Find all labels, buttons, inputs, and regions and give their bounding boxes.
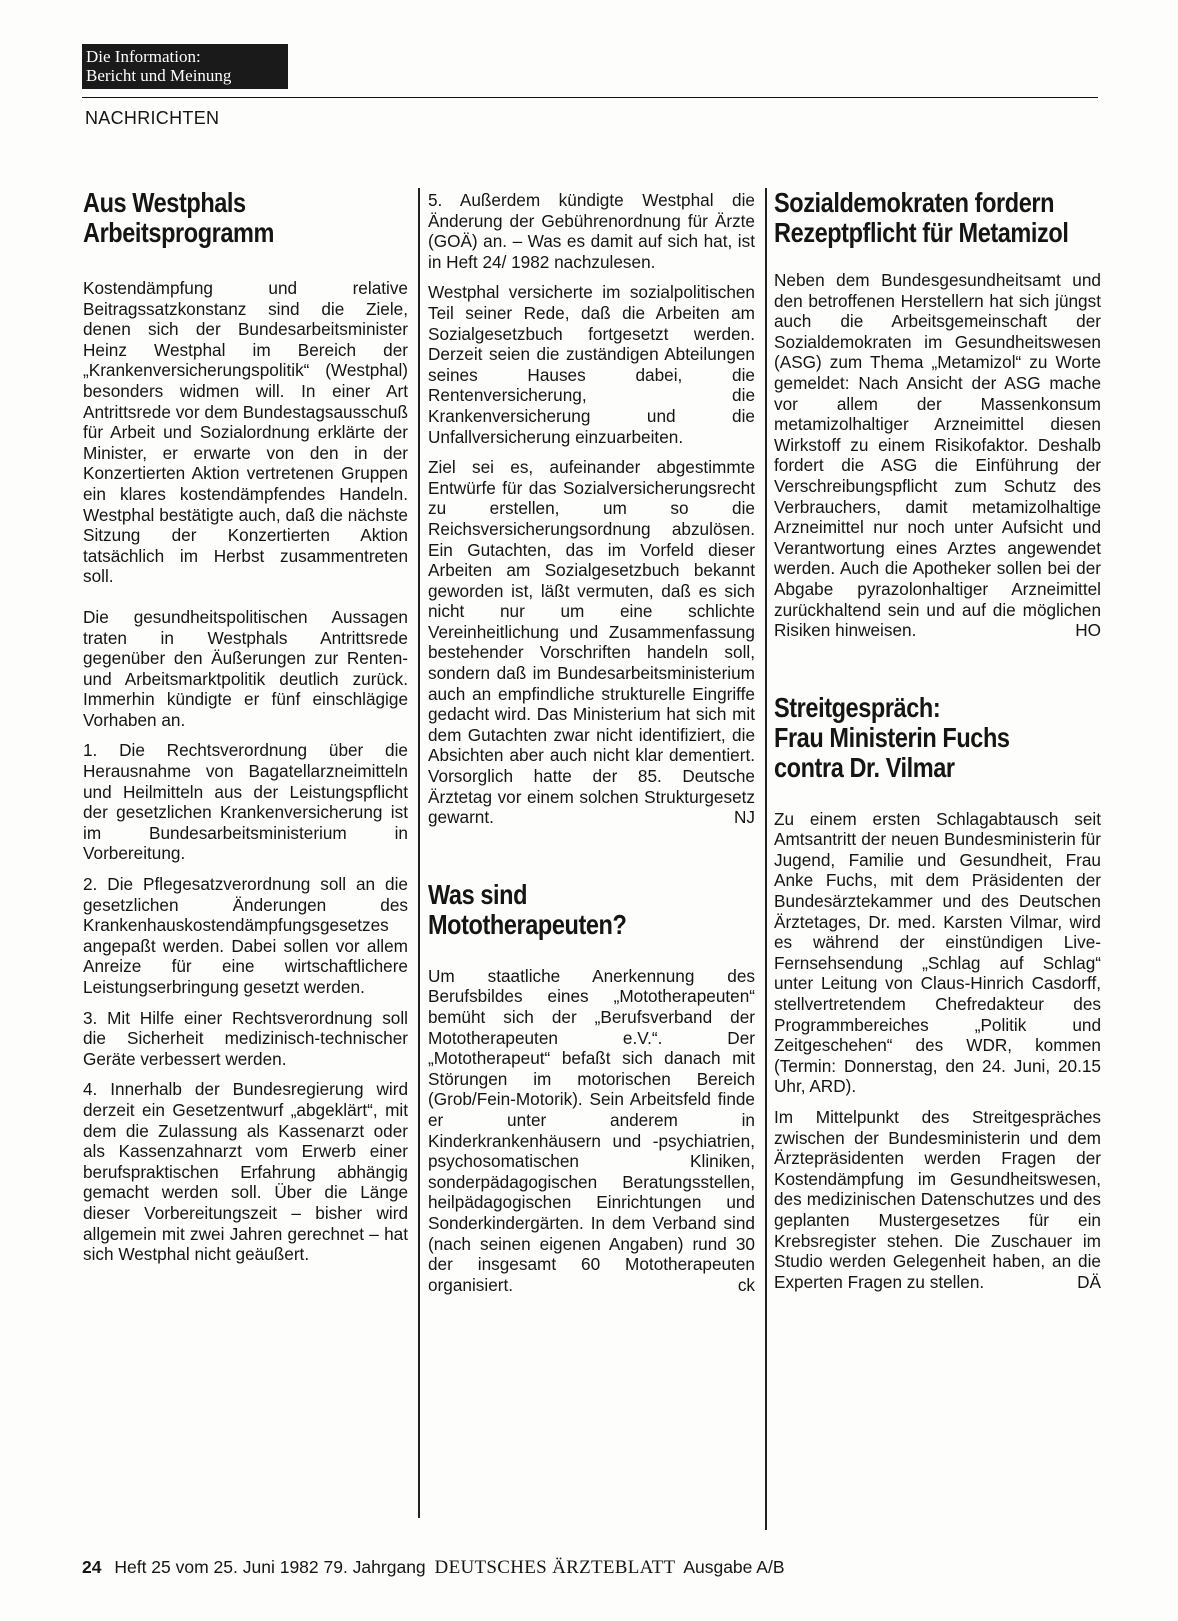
- section-badge: [82, 44, 288, 89]
- column-divider-2: [765, 188, 767, 1530]
- article-westphal-paragraph: 5. Außerdem kündigte Westphal die Änderung der Gebührenordnung für Ärzte (GOÄ) an. – Was es damit auf sich hat, ist in Heft 24/ 1982 nachzulesen.: [428, 190, 755, 272]
- article-mototherapeuten-signature: ck: [737, 1274, 755, 1295]
- article-westphal-paragraph: 2. Die Pflegesatzverordnung soll an die gesetzlichen Änderungen des Krankenhauskostendämpfungsgesetzes angepaßt werden. Dabei sollen vor allem Anreize für eine wirtschaftlichere Leistungserbringung gesetzt werden.: [83, 874, 408, 997]
- article-mototherapeuten-title-line-2: Mototherapeuten?: [428, 908, 627, 940]
- issue-info: Heft 25 vom 25. Juni 1982 79. Jahrgang: [114, 1557, 426, 1577]
- article-westphal-paragraph: 4. Innerhalb der Bundesregierung wird derzeit ein Gesetzentwurf „abgeklärt“, mit dem die Zulassung als Kassenarzt oder als Kassenzahnarzt vom Erwerb einer berufspraktischen Erfahrung abhängig gemacht werden soll. Über die Länge dieser Vorbereitungszeit – bisher wird allgemein mit zwei Jahren gerechnet – hat sich Westphal nicht geäußert.: [83, 1079, 408, 1265]
- badge-line-2: Bericht und Meinung: [86, 66, 232, 85]
- article-metamizol-signature: HO: [1075, 620, 1101, 641]
- badge-line-1: Die Information:: [86, 47, 201, 66]
- column-2: [428, 190, 755, 1295]
- article-metamizol-title-line-1: Sozialdemokraten fordern: [774, 187, 1055, 218]
- article-westphal-title-line-2: Arbeitsprogramm: [83, 217, 275, 248]
- column-3: [774, 188, 1101, 1292]
- column-divider-1: [418, 188, 420, 1518]
- article-westphal-title: [83, 188, 408, 248]
- article-mototherapeuten-paragraph: [428, 966, 755, 1296]
- column-1: [83, 188, 408, 1265]
- article-westphal-paragraph: Die gesundheitspolitischen Aussagen traten in Westphals Antrittsrede gegenüber den Äußerungen zur Renten- und Arbeitsmarktpolitik deutlich zurück. Immerhin kündigte er fünf einschlägige Vorhaben an.: [83, 606, 408, 730]
- article-streitgespraech-title: [774, 693, 1101, 783]
- page-footer: [82, 1557, 1102, 1579]
- article-westphal-paragraph: [428, 457, 755, 828]
- article-streitgespraech-title-line-2: Frau Ministerin Fuchs: [774, 721, 1010, 753]
- page-number: 24: [82, 1557, 102, 1577]
- article-mototherapeuten-paragraph-text: Um staatliche Anerkennung des Berufsbildes eines „Mototherapeuten“ bemüht sich der „Berufsverband der Mototherapeuten e.V.“. Der „Mototherapeut“ befaßt sich danach mit Störungen im motorischen Bereich (Grob/Fein-Motorik). Sein Arbeitsfeld finde er unter anderem in Kinderkrankenhäusern und -psychiatrien, psychosomatischen Kliniken, sonderpädagogischen Beratungsstellen, heilpädagogischen Einrichtungen und Sonderkindergärten. In dem Verband sind (nach seinen eigenen Angaben) rund 30 der insgesamt 60 Mototherapeuten organisiert.: [428, 965, 755, 1295]
- article-westphal-signature: NJ: [733, 807, 755, 828]
- article-westphal-paragraph: 3. Mit Hilfe einer Rechtsverordnung soll die Sicherheit medizinisch-technischer Geräte verbessert werden.: [83, 1007, 408, 1069]
- edition: Ausgabe A/B: [683, 1557, 785, 1577]
- article-westphal-paragraph: Kostendämpfung und relative Beitragssatzkonstanz sind die Ziele, denen sich der Bundesarbeitsminister Heinz Westphal im Bereich der „Krankenversicherungspolitik“ (Westphal) besonders widmen will. In einer Art Antrittsrede vor dem Bundestagsausschuß für Arbeit und Sozialordnung erklärte der Minister, er erwarte von den in der Konzertierten Aktion vertretenen Gruppen ein klares kostendämpfendes Handeln. Westphal bestätigte auch, daß die nächste Sitzung der Konzertierten Aktion tatsächlich im Herbst zusammentreten soll.: [83, 278, 408, 587]
- article-metamizol-paragraph-text: Neben dem Bundesgesundheitsamt und den betroffenen Herstellern hat sich jüngst auch die Arbeitsgemeinschaft der Sozialdemokraten im Gesundheitswesen (ASG) zum Thema „Metamizol“ zu Worte gemeldet: Nach Ansicht der ASG mache vor allem der Massenkonsum metamizolhaltiger Arzneimittel diesen Wirkstoff zu einem Risikofaktor. Deshalb fordert die ASG die Einführung der Verschreibungspflicht zum Schutz des Verbrauchers, damit metamizolhaltige Arzneimittel nur noch unter Aufsicht und Verantwortung eines Arztes angewendet werden. Auch die Apotheker sollen bei der Abgabe pyrazolonhaltiger Arzneimittel zurückhaltend sein und auf die möglichen Risiken hinweisen.: [774, 270, 1101, 641]
- header-rule: [82, 97, 1098, 98]
- article-streitgespraech-title-line-3: contra Dr. Vilmar: [774, 751, 955, 783]
- masthead: DEUTSCHES ÄRZTEBLATT: [434, 1557, 676, 1578]
- article-mototherapeuten-title: [428, 880, 755, 940]
- article-metamizol-title-line-2: Rezeptpflicht für Metamizol: [774, 217, 1069, 248]
- article-westphal-paragraph-text: Ziel sei es, aufeinander abgestimmte Entwürfe für das Sozialversicherungsrecht zu erstellen, um so die Reichsversicherungsordnung abzulösen. Ein Gutachten, das im Vorfeld dieser Arbeiten am Sozialgesetzbuch bekannt geworden ist, läßt vermuten, daß es sich nicht nur um eine schlichte Vereinheitlichung und Zusammenfassung bestehender Vorschriften handeln soll, sondern daß im Bundesarbeitsministerium auch an empfindliche strukturelle Eingriffe gedacht wird. Das Ministerium hat sich mit dem Gutachten zwar nicht identifiziert, die Absichten aber auch nicht klar dementiert. Vorsorglich hatte der 85. Deutsche Ärztetag vor einem solchen Strukturgesetz gewarnt.: [428, 457, 755, 828]
- section-label: NACHRICHTEN: [85, 108, 220, 128]
- article-streitgespraech-paragraph: Zu einem ersten Schlagabtausch seit Amtsantritt der neuen Bundesministerin für Jugend, Familie und Gesundheit, Frau Anke Fuchs, mit dem Präsidenten der Bundesärztekammer und des Deutschen Ärztetages, Dr. med. Karsten Vilmar, wird es während der einstündigen Live-Fernsehsendung „Schlag auf Schlag“ unter Leitung von Claus-Hinrich Casdorff, stellvertretendem Chefredakteur des Programmbereiches „Politik und Zeitgeschehen“ des WDR, kommen (Termin: Donnerstag, den 24. Juni, 20.15 Uhr, ARD).: [774, 808, 1101, 1097]
- article-streitgespraech-signature: DÄ: [1077, 1271, 1101, 1292]
- article-metamizol-title: [774, 188, 1101, 248]
- article-streitgespraech-paragraph: [774, 1107, 1101, 1292]
- article-mototherapeuten-title-line-1: Was sind: [428, 878, 528, 910]
- article-westphal-paragraph: Westphal versicherte im sozialpolitischen Teil seiner Rede, daß die Arbeiten am Sozialgesetzbuch fortgesetzt werden. Derzeit seien die zuständigen Abteilungen seines Hauses dabei, die Rentenversicherung, die Krankenversicherung und die Unfallversicherung einzuarbeiten.: [428, 282, 755, 447]
- article-westphal-title-line-1: Aus Westphals: [83, 187, 246, 218]
- article-streitgespraech-paragraph-text: Im Mittelpunkt des Streitgespräches zwischen der Bundesministerin und dem Ärztepräsidenten werden Fragen der Kostendämpfung im Gesundheitswesen, des medizinischen Datenschutzes und des geplanten Mustergesetzes für ein Krebsregister stehen. Die Zuschauer im Studio werden Gelegenheit haben, an die Experten Fragen zu stellen.: [774, 1107, 1101, 1292]
- article-metamizol-paragraph: [774, 270, 1101, 641]
- article-westphal-paragraph: 1. Die Rechtsverordnung über die Herausnahme von Bagatellarzneimitteln und Heilmitteln aus der Leistungspflicht der gesetzlichen Krankenversicherung ist im Bundesarbeitsministerium in Vorbereitung.: [83, 740, 408, 864]
- article-streitgespraech-title-line-1: Streitgespräch:: [774, 691, 941, 723]
